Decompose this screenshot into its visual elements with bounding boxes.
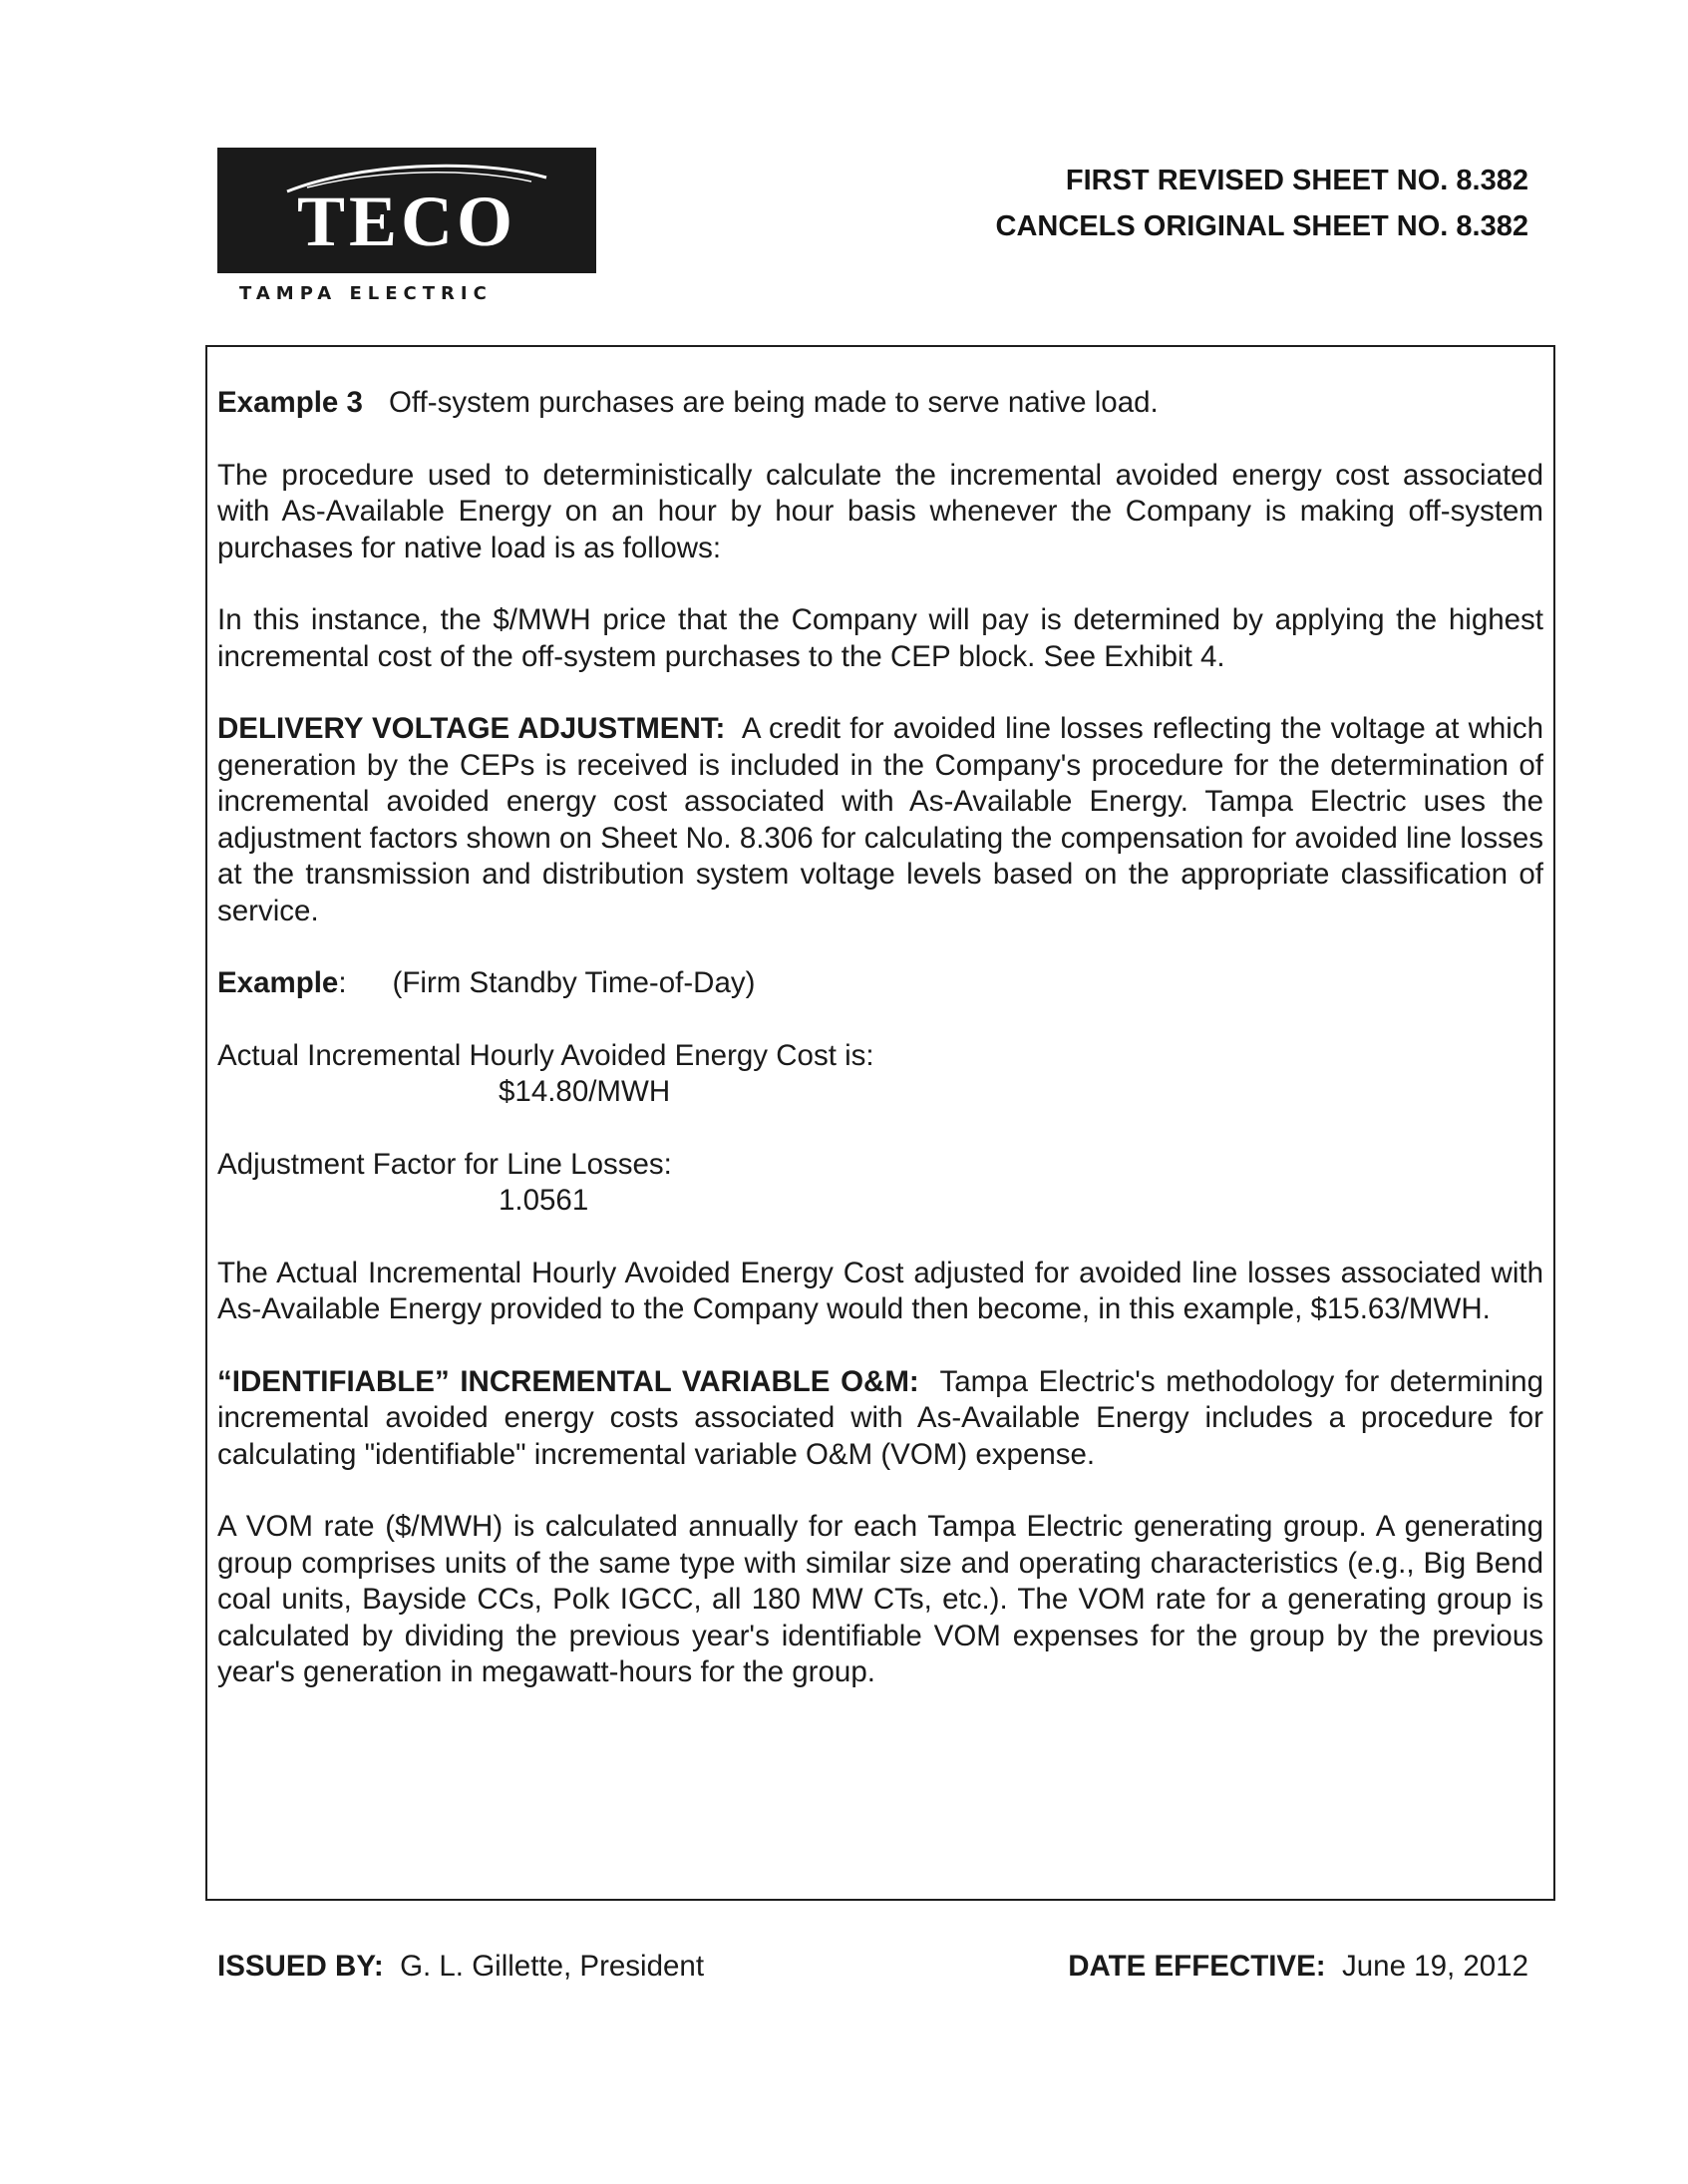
cost-block (217, 1038, 1543, 1111)
cost-label: Actual Incremental Hourly Avoided Energy Cost is: (217, 1038, 874, 1072)
adjusted-paragraph: The Actual Incremental Hourly Avoided Energy Cost adjusted for avoided line losses associated with As-Available Energy provided to the Company would then become, in this example, $15.63/MWH. (217, 1256, 1543, 1325)
delivery-paragraph (217, 711, 1543, 929)
instance-paragraph: In this instance, the $/MWH price that the Company will pay is determined by applying the highest incremental cost of the off-system purchases to the CEP block. See Exhibit 4. (217, 603, 1543, 673)
issued-by (217, 1950, 704, 1984)
delivery-text: A credit for avoided line losses reflecting the voltage at which generation by the CEPs is received is included in the Company's procedure for the determination of incremental avoided energy cost associated with As-Available Energy. Tampa Electric uses the adjustment factors shown on Sheet No. 8.306 for calculating the compensation for avoided line losses at the transmission and distribution system voltage levels based on the appropriate classification of service. (217, 712, 1543, 927)
procedure-paragraph: The procedure used to deterministically calculate the incremental avoided energy cost associated with As-Available Energy on an hour by hour basis whenever the Company is making off-system purchases for native load is as follows: (217, 458, 1543, 564)
vom-heading: “IDENTIFIABLE” INCREMENTAL VARIABLE O&M: (217, 1364, 919, 1398)
sheet-line-1: FIRST REVISED SHEET NO. 8.382 (1065, 165, 1528, 196)
date-label: DATE EFFECTIVE: (1068, 1950, 1326, 1983)
factor-label: Adjustment Factor for Line Losses: (217, 1147, 672, 1181)
delivery-heading: DELIVERY VOLTAGE ADJUSTMENT: (217, 712, 726, 745)
example3-text: Off-system purchases are being made to serve native load. (388, 386, 1159, 419)
issued-label: ISSUED BY: (217, 1950, 384, 1983)
tariff-body (217, 385, 1543, 1727)
example3-paragraph (217, 385, 1543, 422)
sheet-number-block (996, 158, 1528, 249)
vom-paragraph (217, 1364, 1543, 1474)
date-value: June 19, 2012 (1342, 1950, 1528, 1983)
vom-rate-paragraph: A VOM rate ($/MWH) is calculated annually for each Tampa Electric generating group. A generating group comprises units of the same type with similar size and operating characteristics (e.g., Big Bend coal units, Bayside CCs, Polk IGCC, all 180 MW CTs, etc.). The VOM rate for a generating group is calculated by dividing the previous year's identifiable VOM expenses for the group by the previous year's generation in megawatt-hours for the group. (217, 1510, 1543, 1688)
example-text: (Firm Standby Time-of-Day) (392, 966, 756, 999)
factor-value: 1.0561 (499, 1184, 589, 1217)
vom-text: Tampa Electric's methodology for determining incremental avoided energy costs associated with As-Available Energy includes a procedure for calculating "identifiable" incremental variable O&M (VOM) expense. (217, 1364, 1543, 1471)
cost-value: $14.80/MWH (499, 1075, 671, 1108)
issued-value: G. L. Gillette, President (400, 1950, 705, 1983)
example-colon: : (338, 966, 347, 999)
teco-logo (217, 148, 596, 273)
factor-block (217, 1147, 1543, 1220)
logo-wordmark: TECO (296, 182, 517, 261)
example3-label: Example 3 (217, 386, 363, 419)
logo-subtitle: TAMPA ELECTRIC (239, 283, 493, 304)
date-effective (1068, 1950, 1528, 1984)
example-paragraph (217, 965, 1543, 1002)
example-label: Example (217, 966, 339, 999)
sheet-line-2: CANCELS ORIGINAL SHEET NO. 8.382 (995, 210, 1528, 242)
